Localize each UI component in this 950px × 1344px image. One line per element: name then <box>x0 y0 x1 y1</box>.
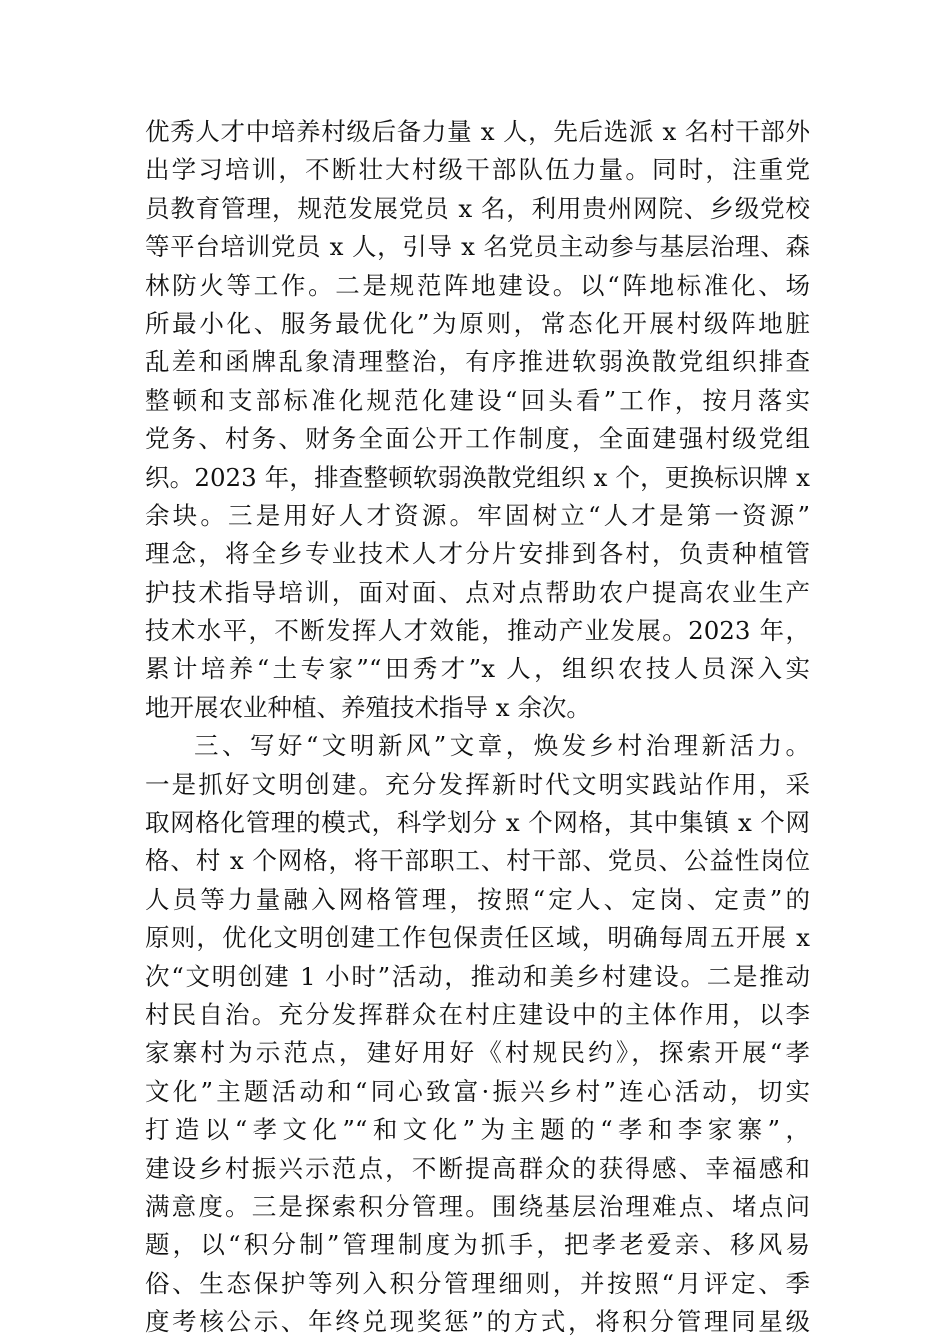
text-line: 格、村 x 个网格，将干部职工、村干部、党员、公益性岗位 <box>145 846 810 876</box>
text-line: 次“文明创建 1 小时”活动，推动和美乡村建设。二是推动 <box>145 961 810 991</box>
text-line: 人员等力量融入网格管理，按照“定人、定岗、定责”的 <box>145 884 810 914</box>
section-heading-line: 三、写好“文明新风”文章，焕发乡村治理新活力。 <box>194 731 810 761</box>
text-line: 文化”主题活动和“同心致富·振兴乡村”连心活动，切实 <box>145 1076 810 1106</box>
text-line: 党务、村务、财务全面公开工作制度，全面建强村级党组 <box>145 424 810 454</box>
text-line: 理念，将全乡专业技术人才分片安排到各村，负责种植管 <box>145 539 810 569</box>
text-line: 累计培养“土专家”“田秀才”x 人，组织农技人员深入实 <box>145 654 810 684</box>
text-line: 建设乡村振兴示范点，不断提高群众的获得感、幸福感和 <box>145 1153 810 1183</box>
text-line: 一是抓好文明创建。充分发挥新时代文明实践站作用，采 <box>145 769 810 799</box>
text-line: 织。2023 年，排查整顿软弱涣散党组织 x 个，更换标识牌 x <box>145 462 810 492</box>
text-line: 家寨村为示范点，建好用好《村规民约》，探索开展“孝 <box>145 1038 810 1068</box>
text-line: 技术水平，不断发挥人才效能，推动产业发展。2023 年， <box>145 616 810 646</box>
text-line: 整顿和支部标准化规范化建设“回头看”工作，按月落实 <box>145 385 810 415</box>
text-line: 乱差和函牌乱象清理整治，有序推进软弱涣散党组织排查 <box>145 347 810 377</box>
text-line: 林防火等工作。二是规范阵地建设。以“阵地标准化、场 <box>145 270 810 300</box>
text-line: 优秀人才中培养村级后备力量 x 人，先后选派 x 名村干部外 <box>145 117 810 146</box>
text-line: 所最小化、服务最优化”为原则，常态化开展村级阵地脏 <box>145 308 810 338</box>
text-line: 度考核公示、年终兑现奖惩”的方式，将积分管理同星级 <box>145 1307 810 1337</box>
text-line: 出学习培训，不断壮大村级干部队伍力量。同时，注重党 <box>145 155 810 185</box>
text-line: 取网格化管理的模式，科学划分 x 个网格，其中集镇 x 个网 <box>145 808 810 838</box>
text-line: 等平台培训党员 x 人，引导 x 名党员主动参与基层治理、森 <box>145 232 810 262</box>
text-line: 题，以“积分制”管理制度为抓手，把孝老爱亲、移风易 <box>145 1230 810 1260</box>
text-line: 原则，优化文明创建工作包保责任区域，明确每周五开展 x <box>145 923 810 953</box>
text-line: 余块。三是用好人才资源。牢固树立“人才是第一资源” <box>145 500 810 530</box>
text-line: 满意度。三是探索积分管理。围绕基层治理难点、堵点问 <box>145 1191 810 1221</box>
text-line: 员教育管理，规范发展党员 x 名，利用贵州网院、乡级党校 <box>145 193 810 223</box>
text-line: 地开展农业种植、养殖技术指导 x 余次。 <box>145 692 591 722</box>
text-line: 护技术指导培训，面对面、点对点帮助农户提高农业生产 <box>145 577 810 607</box>
text-line: 打造以“孝文化”“和文化”为主题的“孝和李家寨”， <box>145 1115 810 1145</box>
text-line: 村民自治。充分发挥群众在村庄建设中的主体作用，以李 <box>145 999 810 1029</box>
text-line: 俗、生态保护等列入积分管理细则，并按照“月评定、季 <box>145 1268 810 1298</box>
body-text <box>145 113 810 1342</box>
